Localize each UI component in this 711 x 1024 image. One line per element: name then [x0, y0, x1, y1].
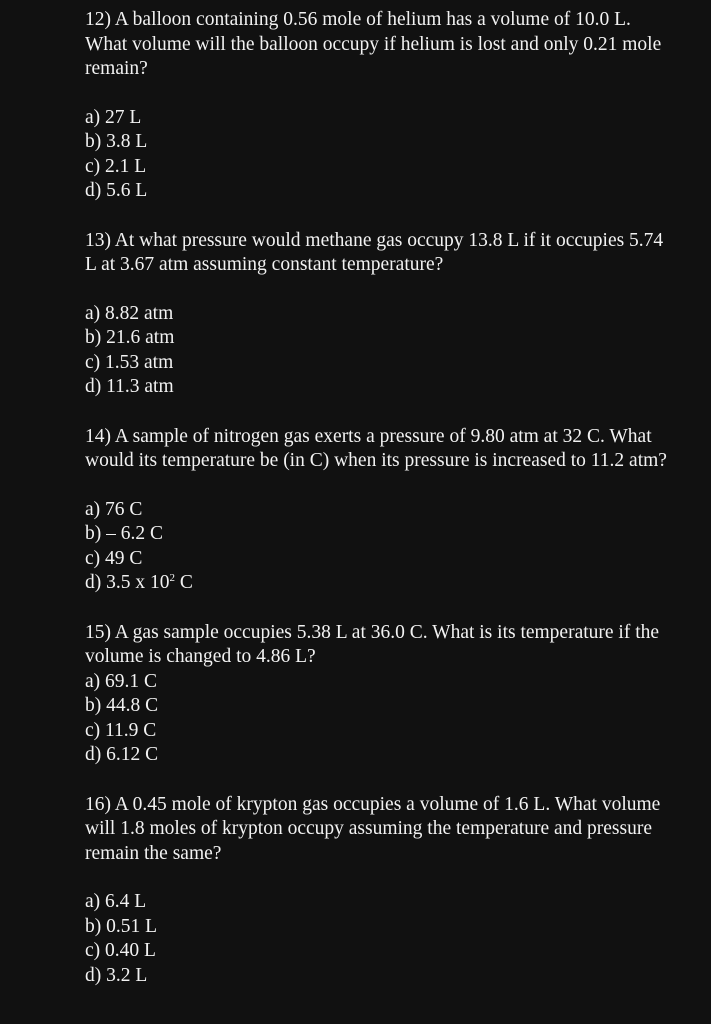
option-b: b) 0.51 L: [85, 915, 158, 937]
option-b: b) – 6.2 C: [85, 523, 163, 544]
option-b: b) 44.8 C: [85, 695, 159, 716]
question-12-text: 12) A balloon containing 0.56 mole of helium has a volume of 10.0 L. What volume will the balloon occupy if helium is lost and only 0.21 mole remain?: [85, 9, 662, 79]
option-c: c) 11.9 C: [85, 719, 157, 741]
option-c: c) 0.40 L: [85, 940, 156, 961]
option-b: b) 21.6 atm: [85, 327, 175, 348]
question-12-options: [85, 106, 671, 204]
option-b: b) 3.8 L: [85, 131, 148, 152]
question-14: [85, 425, 671, 596]
question-15-text: 15) A gas sample occupies 5.38 L at 36.0 C. What is its temperature if the volume is changed to 4.86 L?: [85, 621, 660, 667]
question-16-text: 16) A 0.45 mole of krypton gas occupies a volume of 1.6 L. What volume will 1.8 moles of krypton occupy assuming the temperature and pressure remain the same?: [85, 793, 661, 864]
option-a: a) 8.82 atm: [85, 302, 174, 324]
option-a: a) 69.1 C: [85, 670, 158, 692]
option-d: d) 11.3 atm: [85, 376, 174, 397]
option-a: a) 6.4 L: [85, 891, 147, 912]
question-16: [85, 793, 671, 989]
option-d-prefix: d) 3.5 x 10: [85, 572, 170, 593]
option-d-exponent: 2: [169, 572, 175, 584]
option-d: d) 6.12 C: [85, 744, 159, 765]
option-d: d) 5.6 L: [85, 180, 148, 201]
option-d: [85, 571, 671, 596]
question-15-options: [85, 670, 671, 768]
question-14-text: 14) A sample of nitrogen gas exerts a pressure of 9.80 atm at 32 C. What would its temperature be (in C) when its pressure is increased to 11.2 atm?: [85, 425, 667, 471]
option-c: c) 49 C: [85, 547, 143, 569]
question-12: [85, 8, 671, 204]
option-a: a) 76 C: [85, 498, 143, 520]
question-14-options: [85, 498, 671, 596]
question-13-text: 13) At what pressure would methane gas occupy 13.8 L if it occupies 5.74 L at 3.67 atm assuming constant temperature?: [85, 229, 664, 275]
question-13-options: [85, 302, 671, 400]
question-16-options: [85, 890, 671, 988]
question-15: [85, 621, 671, 768]
option-a: a) 27 L: [85, 106, 142, 128]
option-d-suffix: C: [175, 572, 193, 593]
option-c: c) 1.53 atm: [85, 351, 174, 373]
option-d: d) 3.2 L: [85, 964, 148, 986]
question-13: [85, 229, 671, 400]
option-c: c) 2.1 L: [85, 155, 147, 177]
